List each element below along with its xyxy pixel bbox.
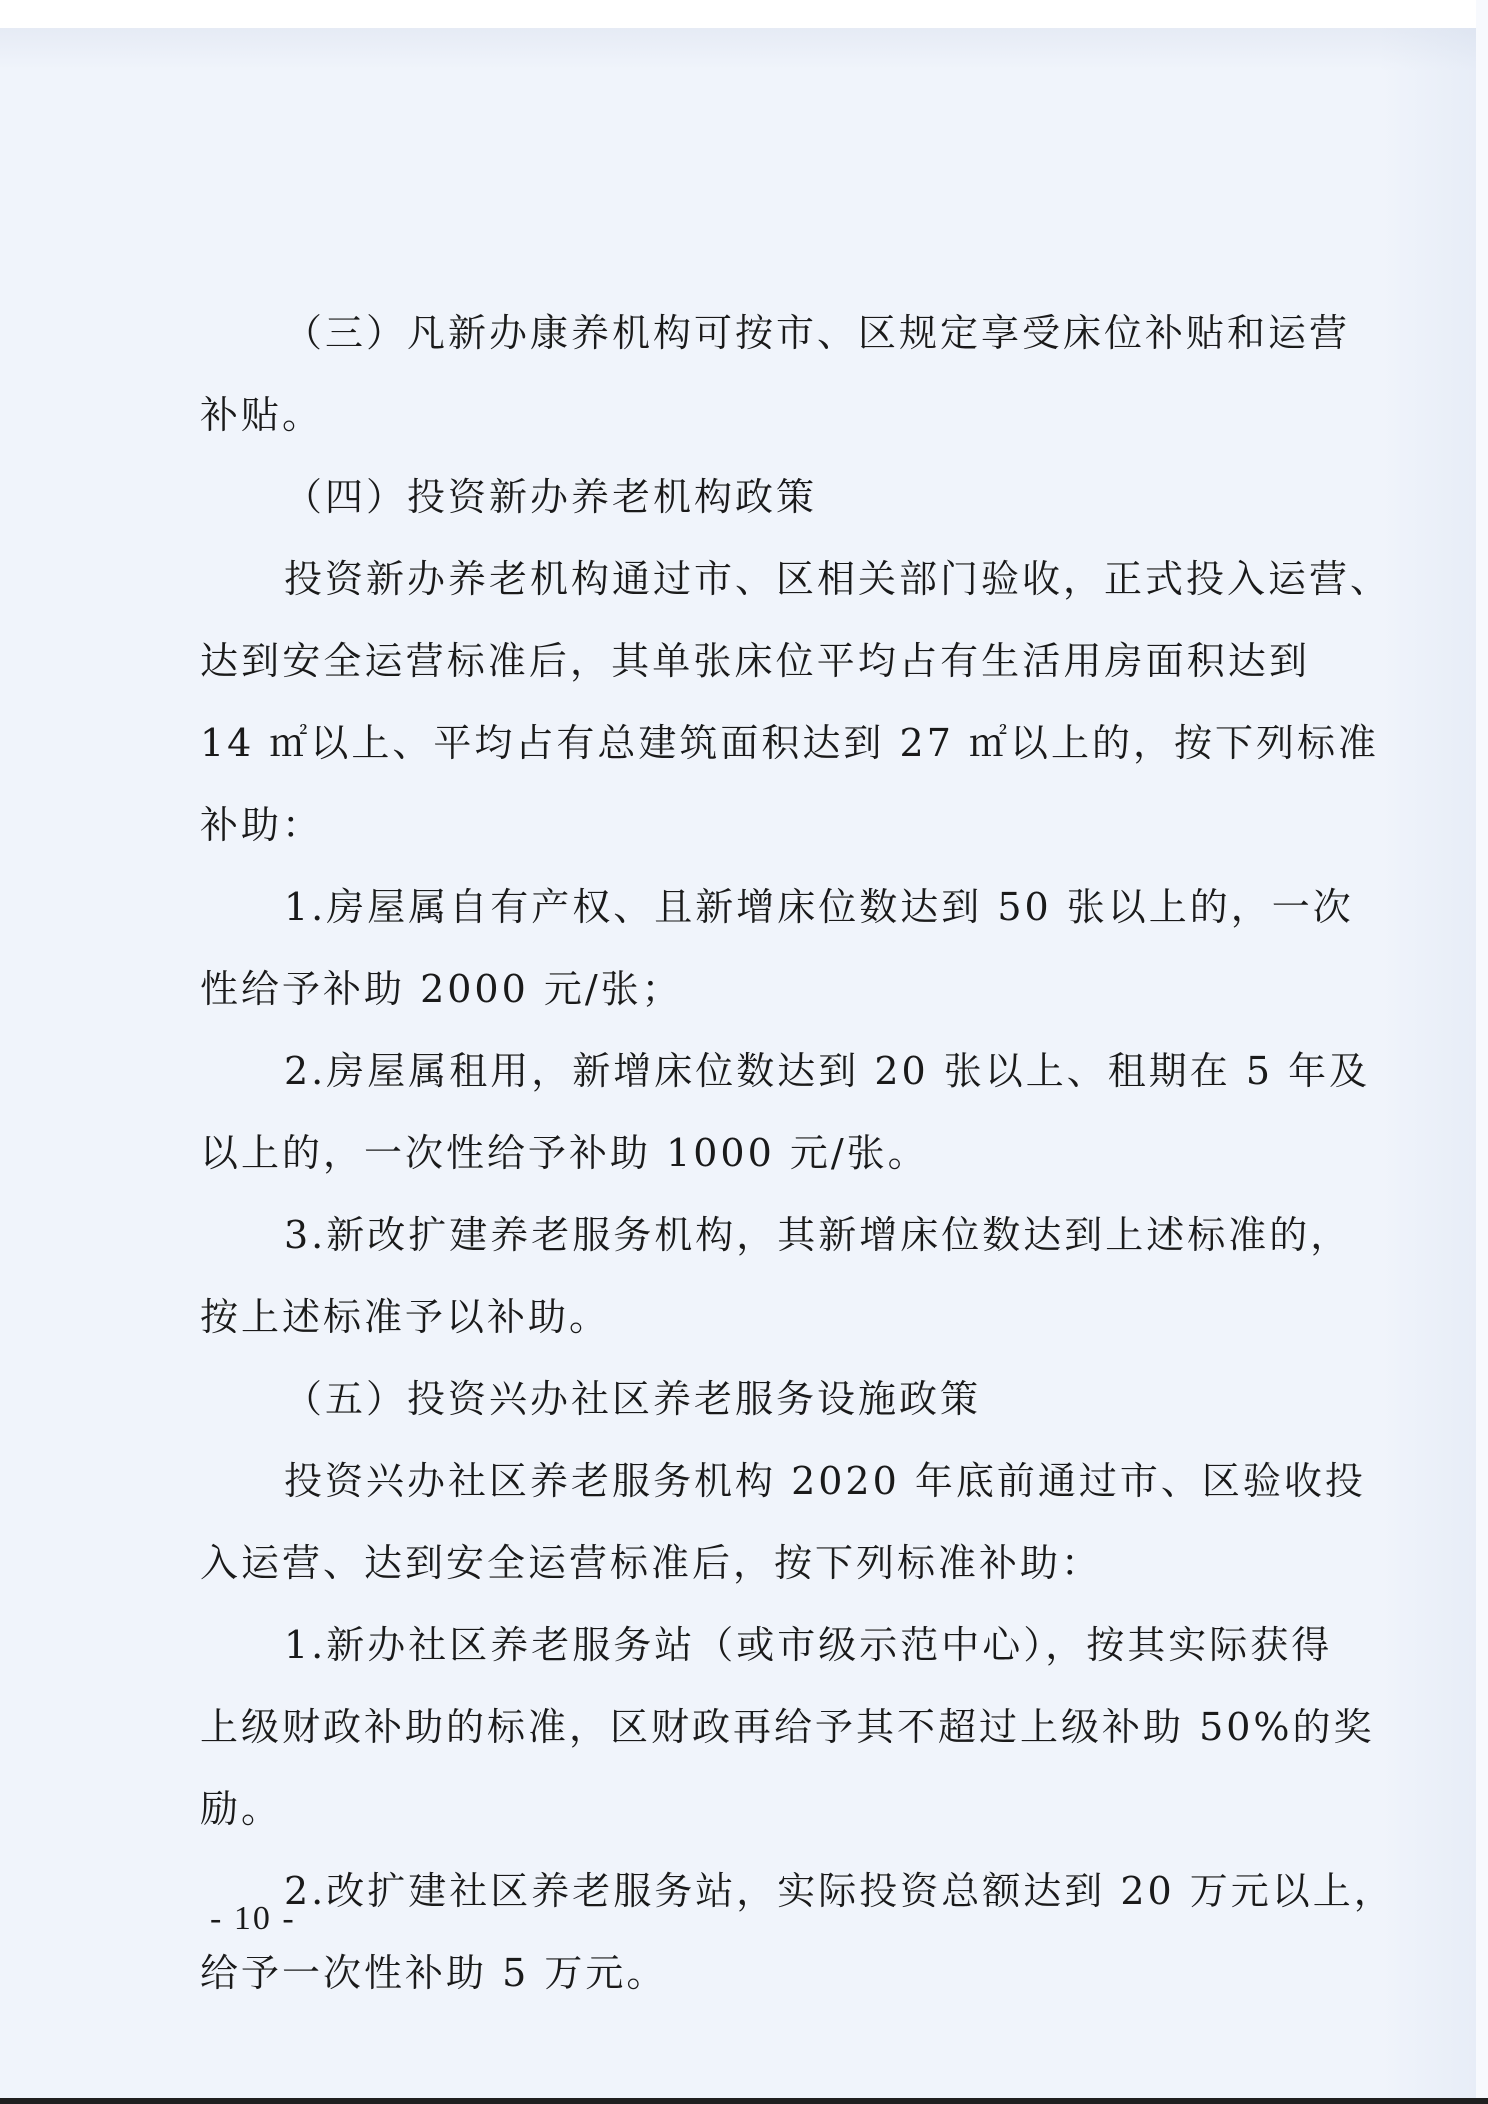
list-item-line: 按上述标准予以补助。	[200, 1295, 611, 1339]
list-item-line: 2.改扩建社区养老服务站，实际投资总额达到 20 万元以上，	[284, 1869, 1395, 1913]
paragraph-line: （三）凡新办康养机构可按市、区规定享受床位补贴和运营	[284, 311, 1351, 355]
scan-top-edge	[0, 0, 1488, 28]
paragraph-line: 投资新办养老机构通过市、区相关部门验收，正式投入运营、	[284, 557, 1392, 601]
paragraph-line: 达到安全运营标准后，其单张床位平均占有生活用房面积达到	[200, 639, 1310, 683]
paragraph-line: 14 ㎡以上、平均占有总建筑面积达到 27 ㎡以上的，按下列标准	[200, 721, 1379, 765]
list-item-line: 性给予补助 2000 元/张；	[200, 967, 683, 1011]
section-heading: （五）投资兴办社区养老服务设施政策	[284, 1377, 982, 1421]
paragraph-line: 投资兴办社区养老服务机构 2020 年底前通过市、区验收投	[284, 1459, 1366, 1503]
scan-right-edge	[1476, 0, 1488, 2104]
paragraph-line: 补贴。	[200, 393, 324, 437]
scan-bottom-edge	[0, 2098, 1488, 2104]
list-item-line: 1.新办社区养老服务站（或市级示范中心），按其实际获得	[284, 1623, 1333, 1667]
section-heading: （四）投资新办养老机构政策	[284, 475, 818, 519]
list-item-line: 给予一次性补助 5 万元。	[200, 1951, 668, 1995]
paragraph-line: 补助：	[200, 803, 324, 847]
list-item-line: 3.新改扩建养老服务机构，其新增床位数达到上述标准的，	[284, 1213, 1352, 1257]
list-item-line: 以上的，一次性给予补助 1000 元/张。	[200, 1131, 929, 1175]
document-body	[200, 292, 1395, 2014]
list-item-line: 上级财政补助的标准，区财政再给予其不超过上级补助 50%的奖	[200, 1705, 1375, 1749]
list-item-line: 1.房屋属自有产权、且新增床位数达到 50 张以上的，一次	[284, 885, 1354, 929]
list-item-line: 励。	[200, 1787, 283, 1831]
paragraph-line: 入运营、达到安全运营标准后，按下列标准补助：	[200, 1541, 1103, 1585]
page-number: - 10 -	[210, 1900, 296, 1937]
list-item-line: 2.房屋属租用，新增床位数达到 20 张以上、租期在 5 年及	[284, 1049, 1371, 1093]
